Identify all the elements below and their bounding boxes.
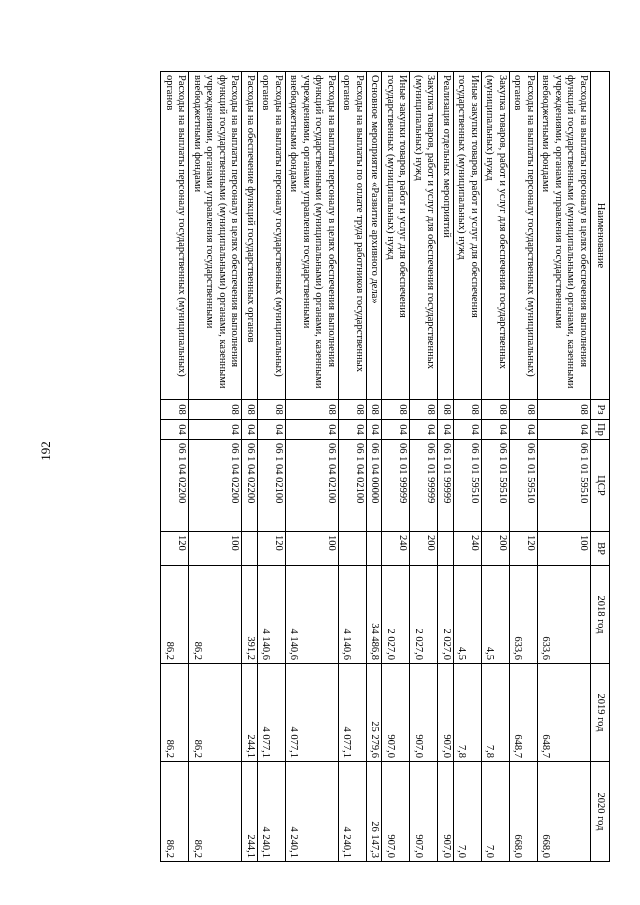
cell-2018: 2 027,0 <box>382 566 410 664</box>
cell-name: Расходы на выплаты персоналу государственных (муниципальных) органов <box>161 72 189 400</box>
cell-2020: 4 240,1 <box>339 762 367 862</box>
cell-2020: 907,0 <box>438 762 454 862</box>
cell-2019: 4 077,1 <box>258 664 286 762</box>
table-row <box>454 72 482 862</box>
cell-2020: 4 240,1 <box>258 762 286 862</box>
cell-rz: 08 <box>438 400 454 420</box>
cell-csr: 06 1 01 99999 <box>382 440 410 532</box>
cell-pr: 04 <box>286 420 339 440</box>
cell-pr: 04 <box>454 420 482 440</box>
cell-2019: 648,7 <box>510 664 538 762</box>
cell-rz: 08 <box>538 400 591 420</box>
table-row <box>367 72 383 862</box>
cell-2020: 668,0 <box>538 762 591 862</box>
cell-pr: 04 <box>510 420 538 440</box>
cell-name: Расходы на выплаты персоналу в целях обеспечения выполнения функций государственными (муниципальными) органами, казенными учреждениями, органами управления государственными внебюджетными фондами <box>189 72 242 400</box>
cell-csr: 06 1 04 02100 <box>258 440 286 532</box>
table-row <box>510 72 538 862</box>
cell-2020: 244,1 <box>242 762 258 862</box>
cell-2018: 4,5 <box>454 566 482 664</box>
table-row <box>161 72 189 862</box>
header-2018: 2018 год <box>591 566 610 664</box>
cell-name: Закупка товаров, работ и услуг для обеспечения государственных (муниципальных) нужд <box>482 72 510 400</box>
table-row <box>242 72 258 862</box>
cell-2019: 86,2 <box>189 664 242 762</box>
cell-rz: 08 <box>161 400 189 420</box>
cell-csr: 06 1 04 02100 <box>339 440 367 532</box>
table-header-row <box>591 72 610 862</box>
cell-pr: 04 <box>242 420 258 440</box>
cell-2018: 2 027,0 <box>438 566 454 664</box>
cell-pr: 04 <box>438 420 454 440</box>
table-row <box>189 72 242 862</box>
header-vr: ВР <box>591 532 610 566</box>
cell-pr: 04 <box>258 420 286 440</box>
cell-vr: 240 <box>454 532 482 566</box>
cell-rz: 08 <box>410 400 438 420</box>
cell-name: Иные закупки товаров, работ и услуг для обеспечения государственных (муниципальных) нужд <box>454 72 482 400</box>
cell-2019: 907,0 <box>410 664 438 762</box>
rotated-page-content <box>88 71 610 861</box>
cell-rz: 08 <box>382 400 410 420</box>
cell-vr <box>438 532 454 566</box>
cell-2018: 4 140,6 <box>286 566 339 664</box>
cell-2020: 26 147,3 <box>367 762 383 862</box>
table-row <box>438 72 454 862</box>
cell-pr: 04 <box>538 420 591 440</box>
cell-pr: 04 <box>339 420 367 440</box>
cell-rz: 08 <box>242 400 258 420</box>
cell-2019: 4 077,1 <box>339 664 367 762</box>
table-row <box>410 72 438 862</box>
cell-2018: 633,6 <box>510 566 538 664</box>
cell-2018: 4,5 <box>482 566 510 664</box>
cell-vr: 200 <box>482 532 510 566</box>
cell-vr: 200 <box>410 532 438 566</box>
cell-name: Расходы на обеспечение функций государственных органов <box>242 72 258 400</box>
cell-2020: 86,2 <box>189 762 242 862</box>
cell-2018: 86,2 <box>189 566 242 664</box>
budget-table <box>161 71 611 862</box>
cell-name: Закупка товаров, работ и услуг для обеспечения государственных (муниципальных) нужд <box>410 72 438 400</box>
cell-vr: 240 <box>382 532 410 566</box>
cell-vr <box>339 532 367 566</box>
cell-vr: 100 <box>538 532 591 566</box>
cell-pr: 04 <box>382 420 410 440</box>
cell-vr: 120 <box>258 532 286 566</box>
cell-2018: 391,2 <box>242 566 258 664</box>
cell-vr: 120 <box>510 532 538 566</box>
cell-csr: 06 1 01 99999 <box>438 440 454 532</box>
cell-rz: 08 <box>454 400 482 420</box>
cell-2020: 7,0 <box>482 762 510 862</box>
header-csr: ЦСР <box>591 440 610 532</box>
cell-2019: 244,1 <box>242 664 258 762</box>
cell-csr: 06 1 01 99999 <box>410 440 438 532</box>
cell-csr: 06 1 04 00000 <box>367 440 383 532</box>
cell-2019: 86,2 <box>161 664 189 762</box>
cell-csr: 06 1 04 02200 <box>242 440 258 532</box>
cell-2019: 7,8 <box>454 664 482 762</box>
cell-csr: 06 1 04 02200 <box>161 440 189 532</box>
cell-vr <box>242 532 258 566</box>
cell-rz: 08 <box>258 400 286 420</box>
cell-csr: 06 1 01 59510 <box>538 440 591 532</box>
cell-rz: 08 <box>482 400 510 420</box>
cell-vr: 120 <box>161 532 189 566</box>
cell-2019: 648,7 <box>538 664 591 762</box>
cell-csr: 06 1 01 59510 <box>454 440 482 532</box>
cell-2019: 907,0 <box>438 664 454 762</box>
table-row <box>258 72 286 862</box>
cell-rz: 08 <box>339 400 367 420</box>
table-row <box>286 72 339 862</box>
cell-name: Расходы на выплаты персоналу государственных (муниципальных) органов <box>258 72 286 400</box>
cell-name: Расходы на выплаты персоналу в целях обеспечения выполнения функций государственными (муниципальными) органами, казенными учреждениями, органами управления государственными внебюджетными фондами <box>538 72 591 400</box>
cell-pr: 04 <box>410 420 438 440</box>
cell-csr: 06 1 04 02200 <box>189 440 242 532</box>
cell-2020: 907,0 <box>410 762 438 862</box>
cell-pr: 04 <box>161 420 189 440</box>
cell-2019: 25 279,6 <box>367 664 383 762</box>
cell-2018: 4 140,6 <box>258 566 286 664</box>
cell-rz: 08 <box>286 400 339 420</box>
cell-vr <box>367 532 383 566</box>
cell-rz: 08 <box>367 400 383 420</box>
cell-2019: 907,0 <box>382 664 410 762</box>
cell-2020: 86,2 <box>161 762 189 862</box>
table-row <box>382 72 410 862</box>
cell-name: Реализация отдельных мероприятий <box>438 72 454 400</box>
page-number: 192 <box>38 441 53 461</box>
table-row <box>538 72 591 862</box>
cell-2019: 4 077,1 <box>286 664 339 762</box>
table-row <box>339 72 367 862</box>
cell-csr: 06 1 04 02100 <box>286 440 339 532</box>
cell-rz: 08 <box>189 400 242 420</box>
cell-name: Иные закупки товаров, работ и услуг для обеспечения государственных (муниципальных) нужд <box>382 72 410 400</box>
cell-pr: 04 <box>367 420 383 440</box>
cell-2019: 7,8 <box>482 664 510 762</box>
header-rz: Рз <box>591 400 610 420</box>
cell-pr: 04 <box>482 420 510 440</box>
cell-2018: 34 486,8 <box>367 566 383 664</box>
table-row <box>482 72 510 862</box>
cell-vr: 100 <box>286 532 339 566</box>
cell-2018: 86,2 <box>161 566 189 664</box>
header-pr: Пр <box>591 420 610 440</box>
cell-2020: 4 240,1 <box>286 762 339 862</box>
cell-name: Расходы на выплаты персоналу в целях обеспечения выполнения функций государственными (муниципальными) органами, казенными учреждениями, органами управления государственными внебюджетными фондами <box>286 72 339 400</box>
cell-2020: 668,0 <box>510 762 538 862</box>
cell-vr: 100 <box>189 532 242 566</box>
cell-2018: 2 027,0 <box>410 566 438 664</box>
cell-2018: 633,6 <box>538 566 591 664</box>
cell-name: Расходы на выплаты по оплате труда работников государственных органов <box>339 72 367 400</box>
cell-name: Основное мероприятие «Развитие архивного дела» <box>367 72 383 400</box>
cell-2020: 7,0 <box>454 762 482 862</box>
cell-2020: 907,0 <box>382 762 410 862</box>
header-name: Наименование <box>591 72 610 400</box>
cell-csr: 06 1 01 59510 <box>510 440 538 532</box>
cell-csr: 06 1 01 59510 <box>482 440 510 532</box>
cell-2018: 4 140,6 <box>339 566 367 664</box>
cell-pr: 04 <box>189 420 242 440</box>
header-2019: 2019 год <box>591 664 610 762</box>
cell-name: Расходы на выплаты персоналу государственных (муниципальных) органов <box>510 72 538 400</box>
header-2020: 2020 год <box>591 762 610 862</box>
cell-rz: 08 <box>510 400 538 420</box>
